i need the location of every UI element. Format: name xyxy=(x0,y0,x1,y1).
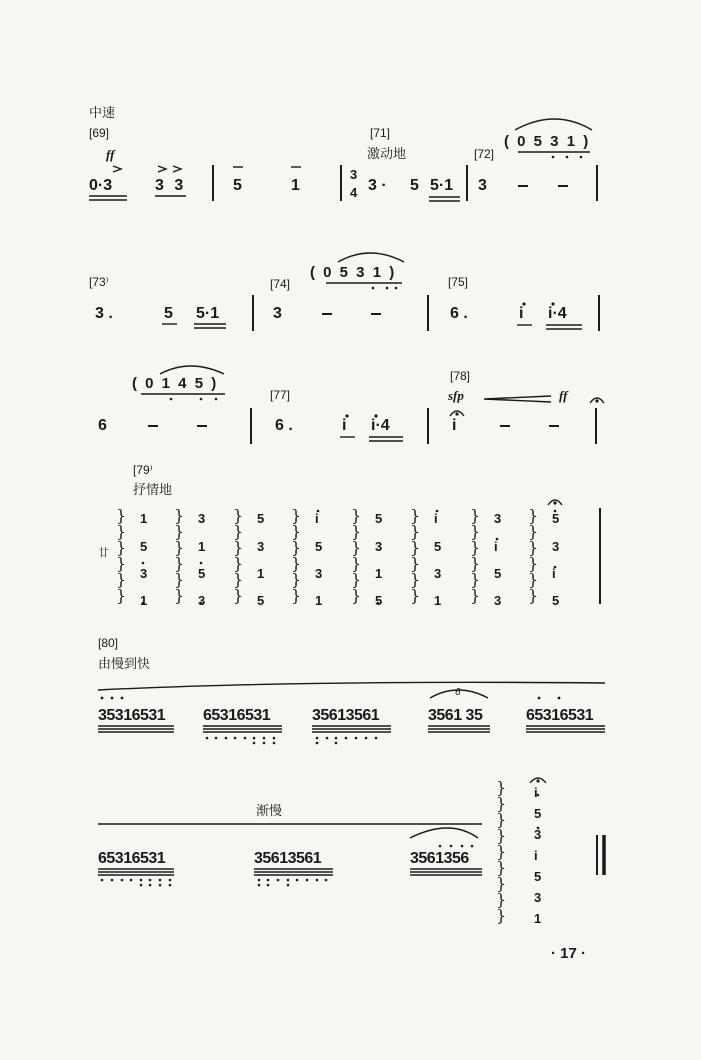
arpeggio-wave: } xyxy=(233,554,244,573)
expression-excited: 激动地 xyxy=(367,147,407,162)
tuplet-number: 6 xyxy=(455,687,461,698)
arpeggio-wave: } xyxy=(233,570,244,589)
row3-note-1: 6 xyxy=(98,417,107,434)
arpeggio-wave: } xyxy=(470,522,481,541)
hold-dash xyxy=(371,313,381,315)
arpeggio-note: 1 xyxy=(315,593,323,608)
dynamic-ff-2: ff xyxy=(559,388,568,403)
arpeggio-note: 5 xyxy=(552,593,560,608)
arpeggio-wave: } xyxy=(291,586,302,605)
barline xyxy=(598,295,600,331)
dynamic-sfp: sfp xyxy=(448,388,464,403)
arpeggio-wave: } xyxy=(470,570,481,589)
row6-group-2: 35613561 xyxy=(254,850,322,867)
arpeggio-wave: } xyxy=(496,906,507,925)
row2-note-5: 6 . xyxy=(450,305,468,322)
arpeggio-wave: } xyxy=(233,538,244,557)
row2-note-7: i·4 xyxy=(548,305,567,322)
arpeggio-wave: } xyxy=(351,538,362,557)
row1-note-4: 1 xyxy=(291,177,300,194)
arpeggio-wave: } xyxy=(470,506,481,525)
arpeggio-note: i xyxy=(494,539,498,554)
arpeggio-note: 3 xyxy=(198,511,206,526)
arpeggio-note: i xyxy=(315,511,319,526)
arpeggio-note: 5 xyxy=(257,593,265,608)
arpeggio-wave: } xyxy=(528,538,539,557)
barline xyxy=(250,408,252,444)
row6-group-3: 3561356 xyxy=(410,850,469,867)
arpeggio-wave: } xyxy=(496,842,507,861)
arpeggio-wave: } xyxy=(496,794,507,813)
arpeggio-note: 3 xyxy=(198,593,206,608)
measure-number-80: [80] xyxy=(98,636,119,650)
row2-note-1: 3 . xyxy=(95,305,113,322)
arpeggio-wave: } xyxy=(496,890,507,909)
arpeggio-wave: } xyxy=(291,522,302,541)
measure-number-74: [74] xyxy=(270,277,291,291)
arpeggio-note: 3 xyxy=(494,511,502,526)
measure-number-78: [78] xyxy=(450,369,471,383)
arpeggio-wave: } xyxy=(174,554,185,573)
dynamic-ff: ff xyxy=(106,147,115,162)
arpeggio-note: i xyxy=(434,511,438,526)
measure-number-69: [69] xyxy=(89,126,110,140)
measure-number-73: [73⁾ xyxy=(89,275,109,289)
arpeggio-wave: } xyxy=(496,874,507,893)
arpeggio-wave: } xyxy=(351,506,362,525)
arpeggio-wave: } xyxy=(116,506,127,525)
arpeggio-note: 3 xyxy=(434,566,442,581)
arpeggio-wave: } xyxy=(291,554,302,573)
arpeggio-wave: } xyxy=(410,522,421,541)
arpeggio-note: 5 xyxy=(375,593,383,608)
arpeggio-note: 3 xyxy=(315,566,323,581)
arpeggio-note: 3 xyxy=(494,593,502,608)
arpeggio-wave: } xyxy=(496,778,507,797)
row5-group-2: 65316531 xyxy=(203,707,271,724)
arpeggio-wave: } xyxy=(470,538,481,557)
arpeggio-note: 1 xyxy=(375,566,383,581)
arpeggio-wave: } xyxy=(174,522,185,541)
barline xyxy=(427,408,429,444)
row1-note-3: 5 xyxy=(233,177,242,194)
row3-note-3: i xyxy=(342,417,347,434)
arpeggio-wave: } xyxy=(528,554,539,573)
hold-dash xyxy=(322,313,332,315)
arpeggio-wave: } xyxy=(351,586,362,605)
arpeggio-wave: } xyxy=(470,554,481,573)
time-signature-top: 3 xyxy=(350,167,358,182)
row2-note-3: 5·1 xyxy=(196,305,220,322)
row1-note-2: 3 3 xyxy=(155,177,187,194)
arpeggio-wave: } xyxy=(528,570,539,589)
arpeggio-note: 5 xyxy=(434,539,442,554)
row5-group-1: 35316531 xyxy=(98,707,166,724)
expression-slow-to-fast: 由慢到快 xyxy=(98,657,151,672)
measure-number-77: [77] xyxy=(270,388,291,402)
arpeggio-wave: } xyxy=(410,538,421,557)
arpeggio-wave: } xyxy=(174,506,185,525)
barline xyxy=(466,165,468,201)
arpeggio-wave: } xyxy=(291,506,302,525)
row1-note-8: 3 xyxy=(478,177,487,194)
arpeggio-note: 5 xyxy=(257,511,265,526)
arpeggio-note: 1 xyxy=(257,566,265,581)
barline xyxy=(340,165,342,201)
arpeggio-note: 3 xyxy=(375,539,383,554)
arpeggio-note: 1 xyxy=(140,511,148,526)
arpeggio-note: 3 xyxy=(257,539,265,554)
measure-number-79: [79⁾ xyxy=(133,463,153,477)
arpeggio-note: 5 xyxy=(198,566,206,581)
row1-note-7: 5·1 xyxy=(430,177,454,194)
arpeggio-wave: } xyxy=(496,858,507,877)
arpeggio-wave: } xyxy=(174,538,185,557)
arpeggio-note: 5 xyxy=(552,511,560,526)
hold-dash xyxy=(518,185,528,187)
arpeggio-wave: } xyxy=(291,570,302,589)
arpeggio-wave: } xyxy=(174,570,185,589)
arpeggio-wave: } xyxy=(116,586,127,605)
side-label: 廿 xyxy=(98,546,109,559)
final-chord-note: 3 xyxy=(534,827,542,842)
arpeggio-wave: } xyxy=(351,570,362,589)
arpeggio-wave: } xyxy=(528,586,539,605)
arpeggio-note: 1 xyxy=(140,593,148,608)
row6-group-1: 65316531 xyxy=(98,850,166,867)
arpeggio-note: 1 xyxy=(198,539,206,554)
page-number: · 17 · xyxy=(551,945,587,962)
arpeggio-wave: } xyxy=(116,554,127,573)
arpeggio-wave: } xyxy=(496,810,507,829)
measure-number-72: [72] xyxy=(474,147,495,161)
arpeggio-wave: } xyxy=(116,538,127,557)
hold-dash xyxy=(148,425,158,427)
barline xyxy=(596,165,598,201)
arpeggio-note: 1 xyxy=(434,593,442,608)
grace-notes-3: ( 0 1 4 5 ) xyxy=(132,375,219,392)
row5-group-5: 65316531 xyxy=(526,707,594,724)
time-signature-bottom: 4 xyxy=(350,185,358,200)
expression-lyrical: 抒情地 xyxy=(133,483,173,498)
arpeggio-wave: } xyxy=(528,522,539,541)
row3-note-2: 6 . xyxy=(275,417,293,434)
row3-note-4: i·4 xyxy=(371,417,390,434)
hold-dash xyxy=(549,425,559,427)
arpeggio-note: 3 xyxy=(140,566,148,581)
row2-note-2: 5 xyxy=(164,305,173,322)
arpeggio-wave: } xyxy=(496,826,507,845)
final-chord-note: i xyxy=(534,848,538,863)
arpeggio-wave: } xyxy=(410,570,421,589)
arpeggio-wave: } xyxy=(116,570,127,589)
grace-notes-1: ( 0 5 3 1 ) xyxy=(504,133,591,150)
arpeggio-note: i xyxy=(552,566,556,581)
final-chord-note: 5 xyxy=(534,869,542,884)
measure-number-75: [75] xyxy=(448,275,469,289)
expression-gradually-slower: 渐慢 xyxy=(256,804,283,819)
arpeggio-wave: } xyxy=(233,586,244,605)
arpeggio-wave: } xyxy=(470,586,481,605)
barline xyxy=(599,508,601,604)
barline xyxy=(212,165,214,201)
final-chord-note: 3 xyxy=(534,890,542,905)
arpeggio-wave: } xyxy=(233,522,244,541)
arpeggio-note: 5 xyxy=(140,539,148,554)
row1-note-1: 0·3 xyxy=(89,177,113,194)
arpeggio-wave: } xyxy=(528,506,539,525)
row5-group-3: 35613561 xyxy=(312,707,380,724)
arpeggio-wave: } xyxy=(410,554,421,573)
arpeggio-wave: } xyxy=(174,586,185,605)
arpeggio-note: 5 xyxy=(375,511,383,526)
measure-number-71: [71] xyxy=(370,126,391,140)
final-chord-note: 5 xyxy=(534,806,542,821)
arpeggio-wave: } xyxy=(410,506,421,525)
final-chord-note: i xyxy=(534,785,538,800)
arpeggio-wave: } xyxy=(116,522,127,541)
hold-dash xyxy=(500,425,510,427)
arpeggio-wave: } xyxy=(233,506,244,525)
arpeggio-note: 5 xyxy=(494,566,502,581)
row1-note-6: 5 xyxy=(410,177,419,194)
barline xyxy=(595,408,597,444)
arpeggio-wave: } xyxy=(351,522,362,541)
arpeggio-wave: } xyxy=(410,586,421,605)
barline xyxy=(252,295,254,331)
row2-note-6: i xyxy=(519,305,524,322)
arpeggio-wave: } xyxy=(351,554,362,573)
arpeggio-note: 3 xyxy=(552,539,560,554)
arpeggio-note: 5 xyxy=(315,539,323,554)
grace-notes-2: ( 0 5 3 1 ) xyxy=(310,264,397,281)
arpeggio-wave: } xyxy=(291,538,302,557)
hold-dash xyxy=(558,185,568,187)
tempo-marking: 中速 xyxy=(89,106,116,121)
row2-note-4: 3 xyxy=(273,305,282,322)
barline xyxy=(427,295,429,331)
final-chord-note: 1 xyxy=(534,911,542,926)
hold-dash xyxy=(197,425,207,427)
row1-note-5: 3 · xyxy=(368,177,387,194)
row5-group-4: 3561 35 xyxy=(428,707,483,724)
row3-note-5: i xyxy=(452,417,457,434)
